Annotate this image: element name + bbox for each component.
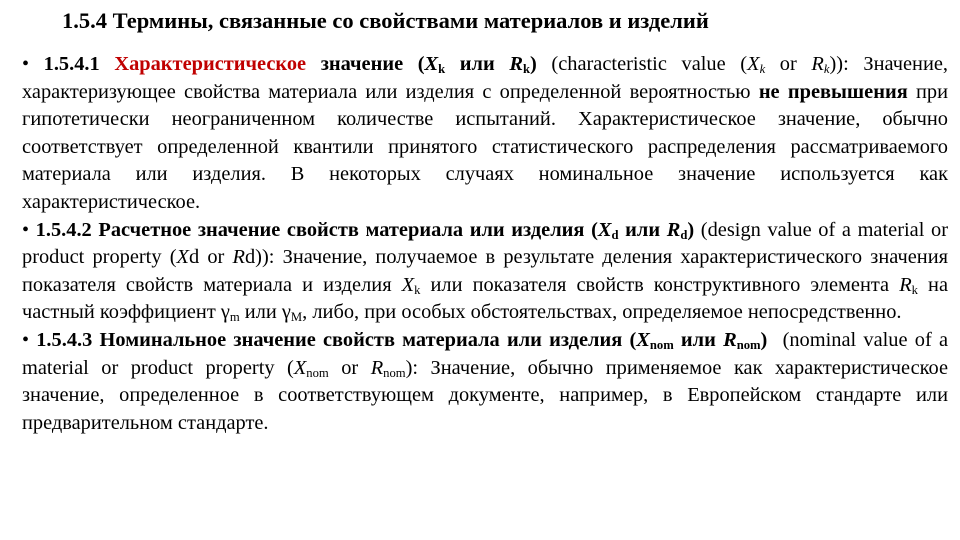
- subscript: k: [911, 282, 918, 297]
- term-number: 1.5.4.1: [43, 53, 100, 75]
- subscript: nom: [383, 365, 406, 380]
- english-or: or: [328, 356, 371, 379]
- symbol-x: X: [636, 328, 650, 351]
- definition-text: на частный коэффициент: [22, 273, 949, 324]
- symbol-x: X: [401, 273, 415, 296]
- english-close: d)):: [244, 246, 283, 269]
- symbol-r: R: [723, 328, 737, 351]
- symbol-x: X: [747, 53, 760, 75]
- term-name: Номинальное значение свойств материала или изделия (: [99, 328, 637, 351]
- subscript: nom: [306, 365, 329, 380]
- term-or: или: [618, 218, 667, 241]
- symbol-r: R: [899, 273, 912, 296]
- symbol-r: R: [666, 218, 681, 241]
- subscript: k: [438, 62, 446, 77]
- definition-text: Значение, получаемое в результате деления характеристического значения показателя свойств материала и изделия: [22, 246, 948, 296]
- english-term: d or: [188, 246, 233, 269]
- page-title: 1.5.4 Термины, связанные со свойствами материалов и изделий: [62, 8, 709, 33]
- symbol-x: X: [293, 356, 307, 379]
- term-name: значение (: [320, 53, 425, 75]
- subscript: k: [759, 62, 766, 77]
- term-close: ): [760, 328, 768, 351]
- subscript: d: [680, 227, 688, 242]
- english-term: (design value of a material or product property (: [22, 218, 948, 269]
- bullet: •: [22, 53, 30, 75]
- bullet: •: [22, 218, 30, 241]
- english-term: (characteristic value (: [536, 53, 748, 75]
- subscript: k: [414, 282, 421, 297]
- definition-characteristic-value: [22, 51, 948, 217]
- symbol-x: X: [176, 246, 189, 269]
- english-or: or: [765, 53, 812, 75]
- definition-text: , либо, при особых обстоятельствах, определяемое непосредственно.: [302, 301, 902, 324]
- term-close: ): [530, 53, 537, 75]
- definitions-body: [22, 51, 948, 437]
- symbol-r: R: [509, 53, 523, 75]
- symbol-r: R: [370, 356, 384, 379]
- term-or: или: [673, 328, 724, 351]
- english-close: )):: [829, 53, 864, 75]
- definition-text: Значение, обычно применяемое как характеристическое значение, определенное в соответствующем документе, например, в Европейском стандарте или предварительном стандарте.: [22, 356, 949, 434]
- definition-text: или показателя свойств конструктивного элемента: [420, 273, 900, 296]
- definition-design-value: [22, 217, 948, 327]
- symbol-r: R: [232, 246, 245, 269]
- subscript: M: [290, 310, 303, 325]
- english-term: (nominal value of a material or product property (: [22, 328, 948, 379]
- symbol-x: X: [424, 53, 439, 75]
- english-close: ):: [405, 356, 431, 379]
- term-number: 1.5.4.3: [36, 328, 93, 351]
- subscript: k: [823, 62, 830, 77]
- term-highlight: Характеристическое: [114, 53, 307, 75]
- term-close: ): [687, 218, 695, 241]
- definition-text: или: [239, 301, 282, 324]
- subscript: nom: [736, 338, 761, 353]
- definition-text: Значение, характеризующее свойства материала или изделия с определенной вероятностью: [22, 53, 948, 103]
- symbol-gamma: γ: [281, 301, 291, 324]
- symbol-r: R: [811, 53, 824, 75]
- subscript: nom: [649, 338, 674, 353]
- symbol-gamma: γ: [220, 301, 230, 324]
- term-or: или: [445, 53, 510, 75]
- subscript: d: [611, 227, 619, 242]
- symbol-x: X: [597, 218, 612, 241]
- emphasis-text: не превышения: [758, 80, 908, 103]
- subscript: m: [229, 310, 240, 325]
- term-name: Расчетное значение свойств материала или изделия (: [98, 218, 598, 241]
- definition-text: при гипотетически неограниченном количестве испытаний. Характеристическое значение, обычно соответствует определенной квантили принятого статистического распределения рассматриваемого материала или изделия. В некоторых случаях номинальное значение используется как характеристическое.: [22, 80, 949, 213]
- subscript: k: [522, 62, 531, 77]
- definition-nominal-value: [22, 327, 948, 437]
- bullet: •: [22, 328, 30, 351]
- term-number: 1.5.4.2: [35, 218, 92, 241]
